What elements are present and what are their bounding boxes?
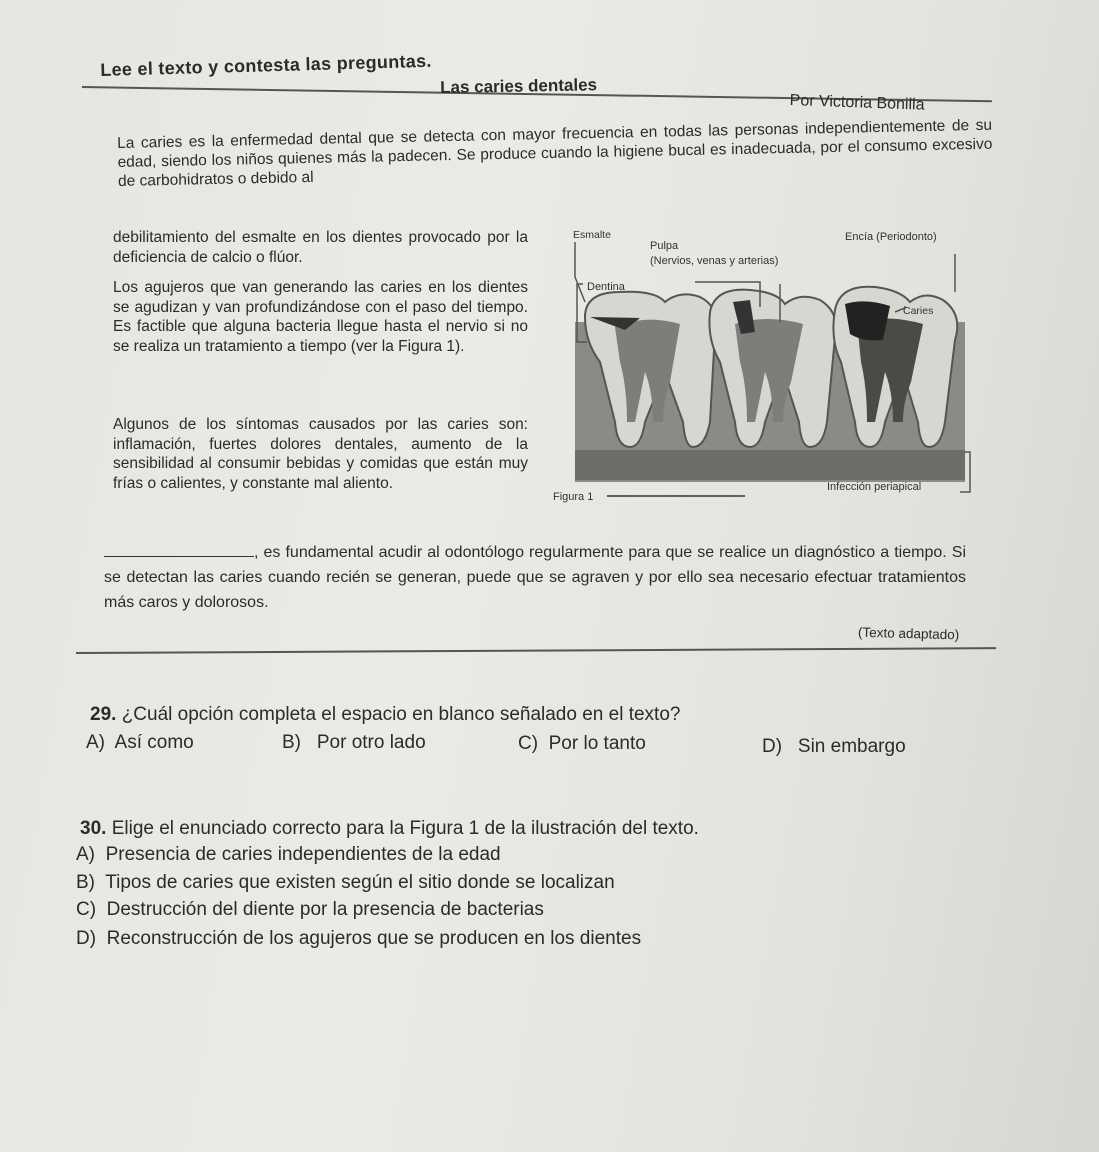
q30-option-b[interactable]: B) Tipos de caries que existen según el sitio donde se localizan — [76, 872, 615, 893]
source-note: (Texto adaptado) — [857, 624, 960, 643]
question-29 — [90, 704, 680, 726]
question-29-stem: ¿Cuál opción completa el espacio en blanco señalado en el texto? — [121, 704, 681, 725]
question-30-number: 30. — [80, 818, 107, 839]
caries-deep — [845, 301, 890, 340]
paragraph-4-text: , es fundamental acudir al odontólogo regularmente para que se realice un diagnóstico a tiempo. Si se detectan las caries cuando recién se generan, puede que se agraven y por ello sea necesario efectuar tratamientos más caros y dolorosos. — [104, 544, 966, 611]
label-caries: Caries — [903, 305, 934, 317]
bone-area — [575, 450, 965, 480]
q29-option-b[interactable]: B) Por otro lado — [282, 732, 426, 753]
paragraph-3: Algunos de los síntomas causados por las caries son: inflamación, fuertes dolores dentales, aumento de la sensibilidad al consumir bebidas y comidas que están muy frías o calientes, y constante mal aliento. — [113, 416, 528, 492]
article-title: Las caries dentales — [440, 75, 598, 97]
q30-option-d[interactable]: D) Reconstrucción de los agujeros que se producen en los dientes — [76, 928, 642, 949]
article-author: Por Victoria Bonilla — [789, 92, 925, 114]
label-esmalte: Esmalte — [573, 229, 611, 241]
q29-option-d[interactable]: D) Sin embargo — [762, 736, 906, 757]
question-30-stem: Elige el enunciado correcto para la Figura 1 de la ilustración del texto. — [111, 818, 699, 839]
label-infeccion: Infección periapical — [827, 481, 922, 493]
q30-option-a[interactable]: A) Presencia de caries independientes de la edad — [76, 844, 501, 865]
paragraph-2: Los agujeros que van generando las caries en los dientes se agudizan y van profundizándose con el paso del tiempo. Es factible que alguna bacteria llegue hasta el nervio si no se realiza un tratamiento a tiempo (ver la Figura 1). — [113, 279, 528, 355]
figure-caption: Figura 1 — [553, 491, 594, 503]
figure-1-teeth-diagram — [545, 222, 995, 507]
label-dentina: Dentina — [587, 281, 625, 293]
q30-option-c[interactable]: C) Destrucción del diente por la presencia de bacterias — [76, 899, 544, 920]
label-nervios: (Nervios, venas y arterias) — [650, 255, 779, 267]
paragraph-1-continued: debilitamiento del esmalte en los dientes provocado por la deficiencia de calcio o flúor. — [113, 229, 528, 266]
paragraph-1: La caries es la enfermedad dental que se detecta con mayor frecuencia en todas las personas independientemente de su edad, siendo los niños quienes más la padecen. Se produce cuando la higiene bucal es inadecuada, por el consumo excesivo de carbohidratos o debido al — [117, 116, 993, 190]
paragraph-4 — [104, 540, 966, 615]
question-29-number: 29. — [90, 704, 117, 725]
label-encia: Encía (Periodonto) — [845, 231, 937, 243]
fill-in-blank — [104, 542, 254, 557]
question-30 — [80, 818, 699, 840]
bottom-divider — [76, 647, 996, 654]
q29-option-a[interactable]: A) Así como — [86, 732, 194, 753]
label-pulpa: Pulpa — [650, 240, 679, 252]
q29-option-c[interactable]: C) Por lo tanto — [518, 733, 646, 754]
instruction-heading: Lee el texto y contesta las preguntas. — [100, 50, 432, 80]
